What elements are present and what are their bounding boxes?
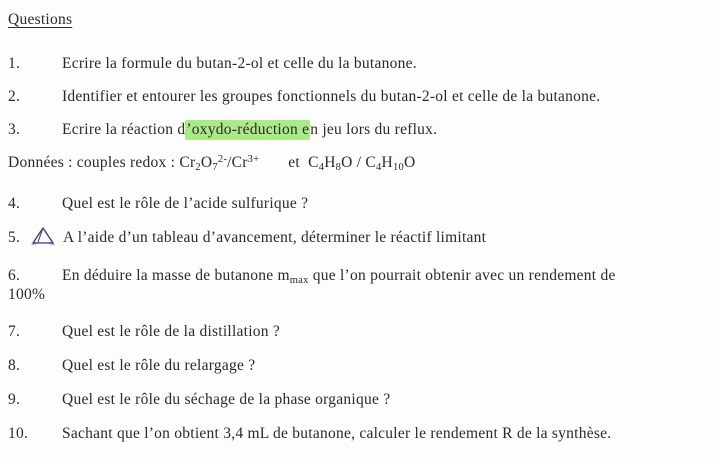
question-row-3 [8,120,706,139]
hand-drawn-triangle-icon [30,225,56,251]
question-row-7 [8,322,706,341]
question-row-2 [8,87,706,106]
question-row-6 [8,266,706,285]
question-number: 1. [8,55,21,72]
question-text: Quel est le rôle de la distillation ? [62,323,281,340]
page-title: Questions [8,11,73,28]
question-number: 2. [8,88,21,105]
question-row-9 [8,390,706,409]
question-row-8 [8,356,706,375]
continuation-row: 100% [8,286,46,303]
question-text: Sachant que l’on obtient 3,4 mL de butanone, calculer le rendement R de la synthèse. [62,425,612,442]
donnees-text: Données : couples redox : $Cr2O7^{2-}/Cr^{3+}$ et C4H8O / C4H10O [8,154,416,173]
question-number: 8. [8,357,21,374]
question-text: A l’aide d’un tableau d’avancement, déterminer le réactif limitant [63,229,487,246]
question-row-4 [8,194,706,213]
question-text: Quel est le rôle du relargage ? [62,357,256,374]
question-text: Ecrire la formule du butan-2-ol et celle du la butanone. [62,55,417,72]
question-number: 9. [8,391,21,408]
question-text: Quel est le rôle de l’acide sulfurique ? [62,195,309,212]
donnees-row [8,153,706,172]
question-text: Ecrire la réaction d’oxydo-réduction en jeu lors du reflux. [62,121,438,138]
question-number: 5. [8,229,21,246]
question-number: 6. [8,267,21,284]
question-text: Identifier et entourer les groupes fonctionnels du butan-2-ol et celle de la butanone. [62,88,601,105]
question-text: En déduire la masse de butanone mmax que l’on pourrait obtenir avec un rendement de [62,267,616,286]
question-number: 4. [8,195,21,212]
question-text: Quel est le rôle du séchage de la phase organique ? [62,391,391,408]
question-number: 7. [8,323,21,340]
question-row-10 [8,424,706,443]
question-number: 3. [8,121,21,138]
question-number: 10. [8,425,29,442]
question-row-1 [8,54,706,73]
question-row-5 [8,225,706,251]
